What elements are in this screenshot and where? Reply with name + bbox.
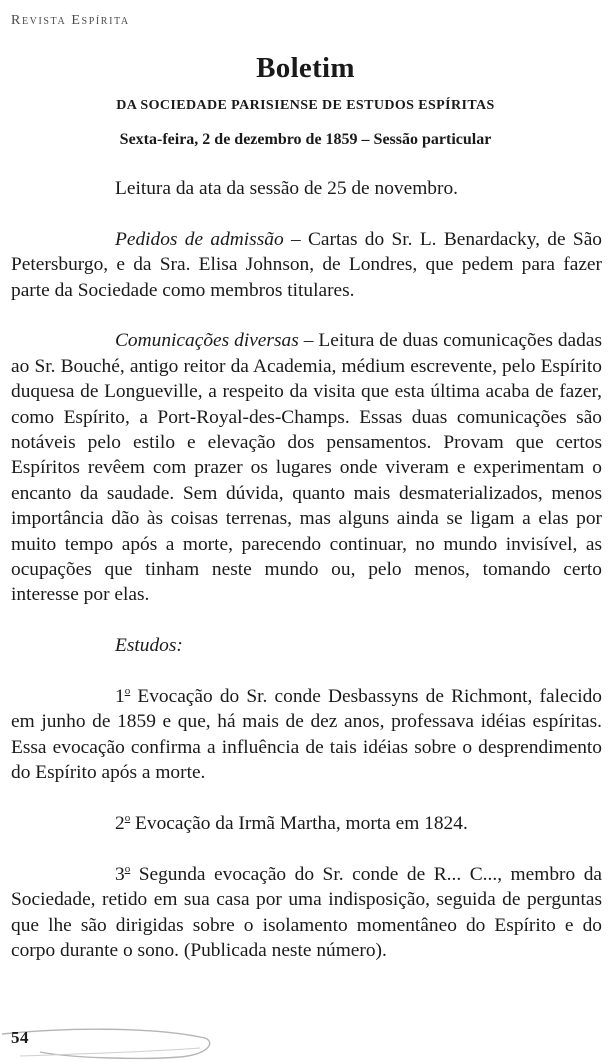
study-1-text: Evocação do Sr. conde Desbassyns de Richmont, falecido em junho de 1859 e que, há mais de dez anos, professava idéias espíritas. Essa evocação confirma a influência de tais idéias sobre o desprendimento do Espírito após a morte. [11, 686, 602, 784]
page-title: Boletim [256, 52, 355, 84]
paragraph-admission [11, 227, 602, 303]
paragraph-minutes-text: Leitura da ata da sessão de 25 de novembro. [115, 178, 458, 199]
admission-text: – Cartas do Sr. L. Benardacky, de São Petersburgo, e da Sra. Elisa Johnson, de Londres, que pedem para fazer parte da Sociedade como membros titulares. [11, 228, 602, 301]
page-number: 54 [11, 1028, 29, 1047]
study-2-ordinal: o [124, 812, 131, 825]
communications-text: – Leitura de duas comunicações dadas ao Sr. Bouché, antigo reitor da Academia, médium escrevente, pelo Espírito duquesa de Longueville, a respeito da visita que esta última acaba de fazer, como Espírito, a Port-Royal-des-Champs. Essas duas comunicações são notáveis pelo estilo e elevação dos pensamentos. Provam que certos Espíritos revêem com prazer os lugares onde viveram e experimentam o encanto da saudade. Sem dúvida, quanto mais desmaterializados, menos importância dão às coisas terrenas, mas alguns ainda se ligam a elas por muito tempo após a morte, parecendo continuar, no mundo invisível, as ocupações que tinham neste mundo ou, pelo menos, tomando certo interesse por elas. [11, 330, 602, 606]
studies-label: Estudos: [115, 635, 183, 657]
study-3-ordinal: o [124, 862, 131, 875]
decorative-swoosh [0, 1024, 250, 1062]
paragraph-study-1 [11, 684, 602, 786]
paragraph-minutes [11, 176, 602, 201]
study-2-number: 2 [115, 813, 125, 835]
study-2-text: Evocação da Irmã Martha, morta em 1824. [130, 813, 468, 835]
running-head: Revista Espírita [11, 13, 130, 28]
page-subtitle: DA SOCIEDADE PARISIENSE DE ESTUDOS ESPÍRITAS [116, 98, 495, 113]
study-1-ordinal: o [124, 685, 131, 698]
admission-label: Pedidos de admissão [115, 228, 284, 250]
session-line: Sexta-feira, 2 de dezembro de 1859 – Sessão particular [119, 131, 492, 148]
paragraph-study-3 [11, 862, 602, 964]
communications-label: Comunicações diversas [115, 330, 299, 352]
paragraph-communications [11, 328, 602, 607]
article-body [11, 176, 602, 964]
study-1-number: 1 [115, 686, 125, 708]
study-3-text: Segunda evocação do Sr. conde de R... C..., membro da Sociedade, retido em sua casa por uma indisposição, seguida de perguntas que lhe são dirigidas sobre o isolamento momentâneo do Espírito e do corpo durante o sono. (Publicada neste número). [11, 863, 602, 962]
study-3-number: 3 [115, 863, 125, 885]
paragraph-studies [11, 633, 602, 658]
paragraph-study-2 [11, 811, 602, 836]
